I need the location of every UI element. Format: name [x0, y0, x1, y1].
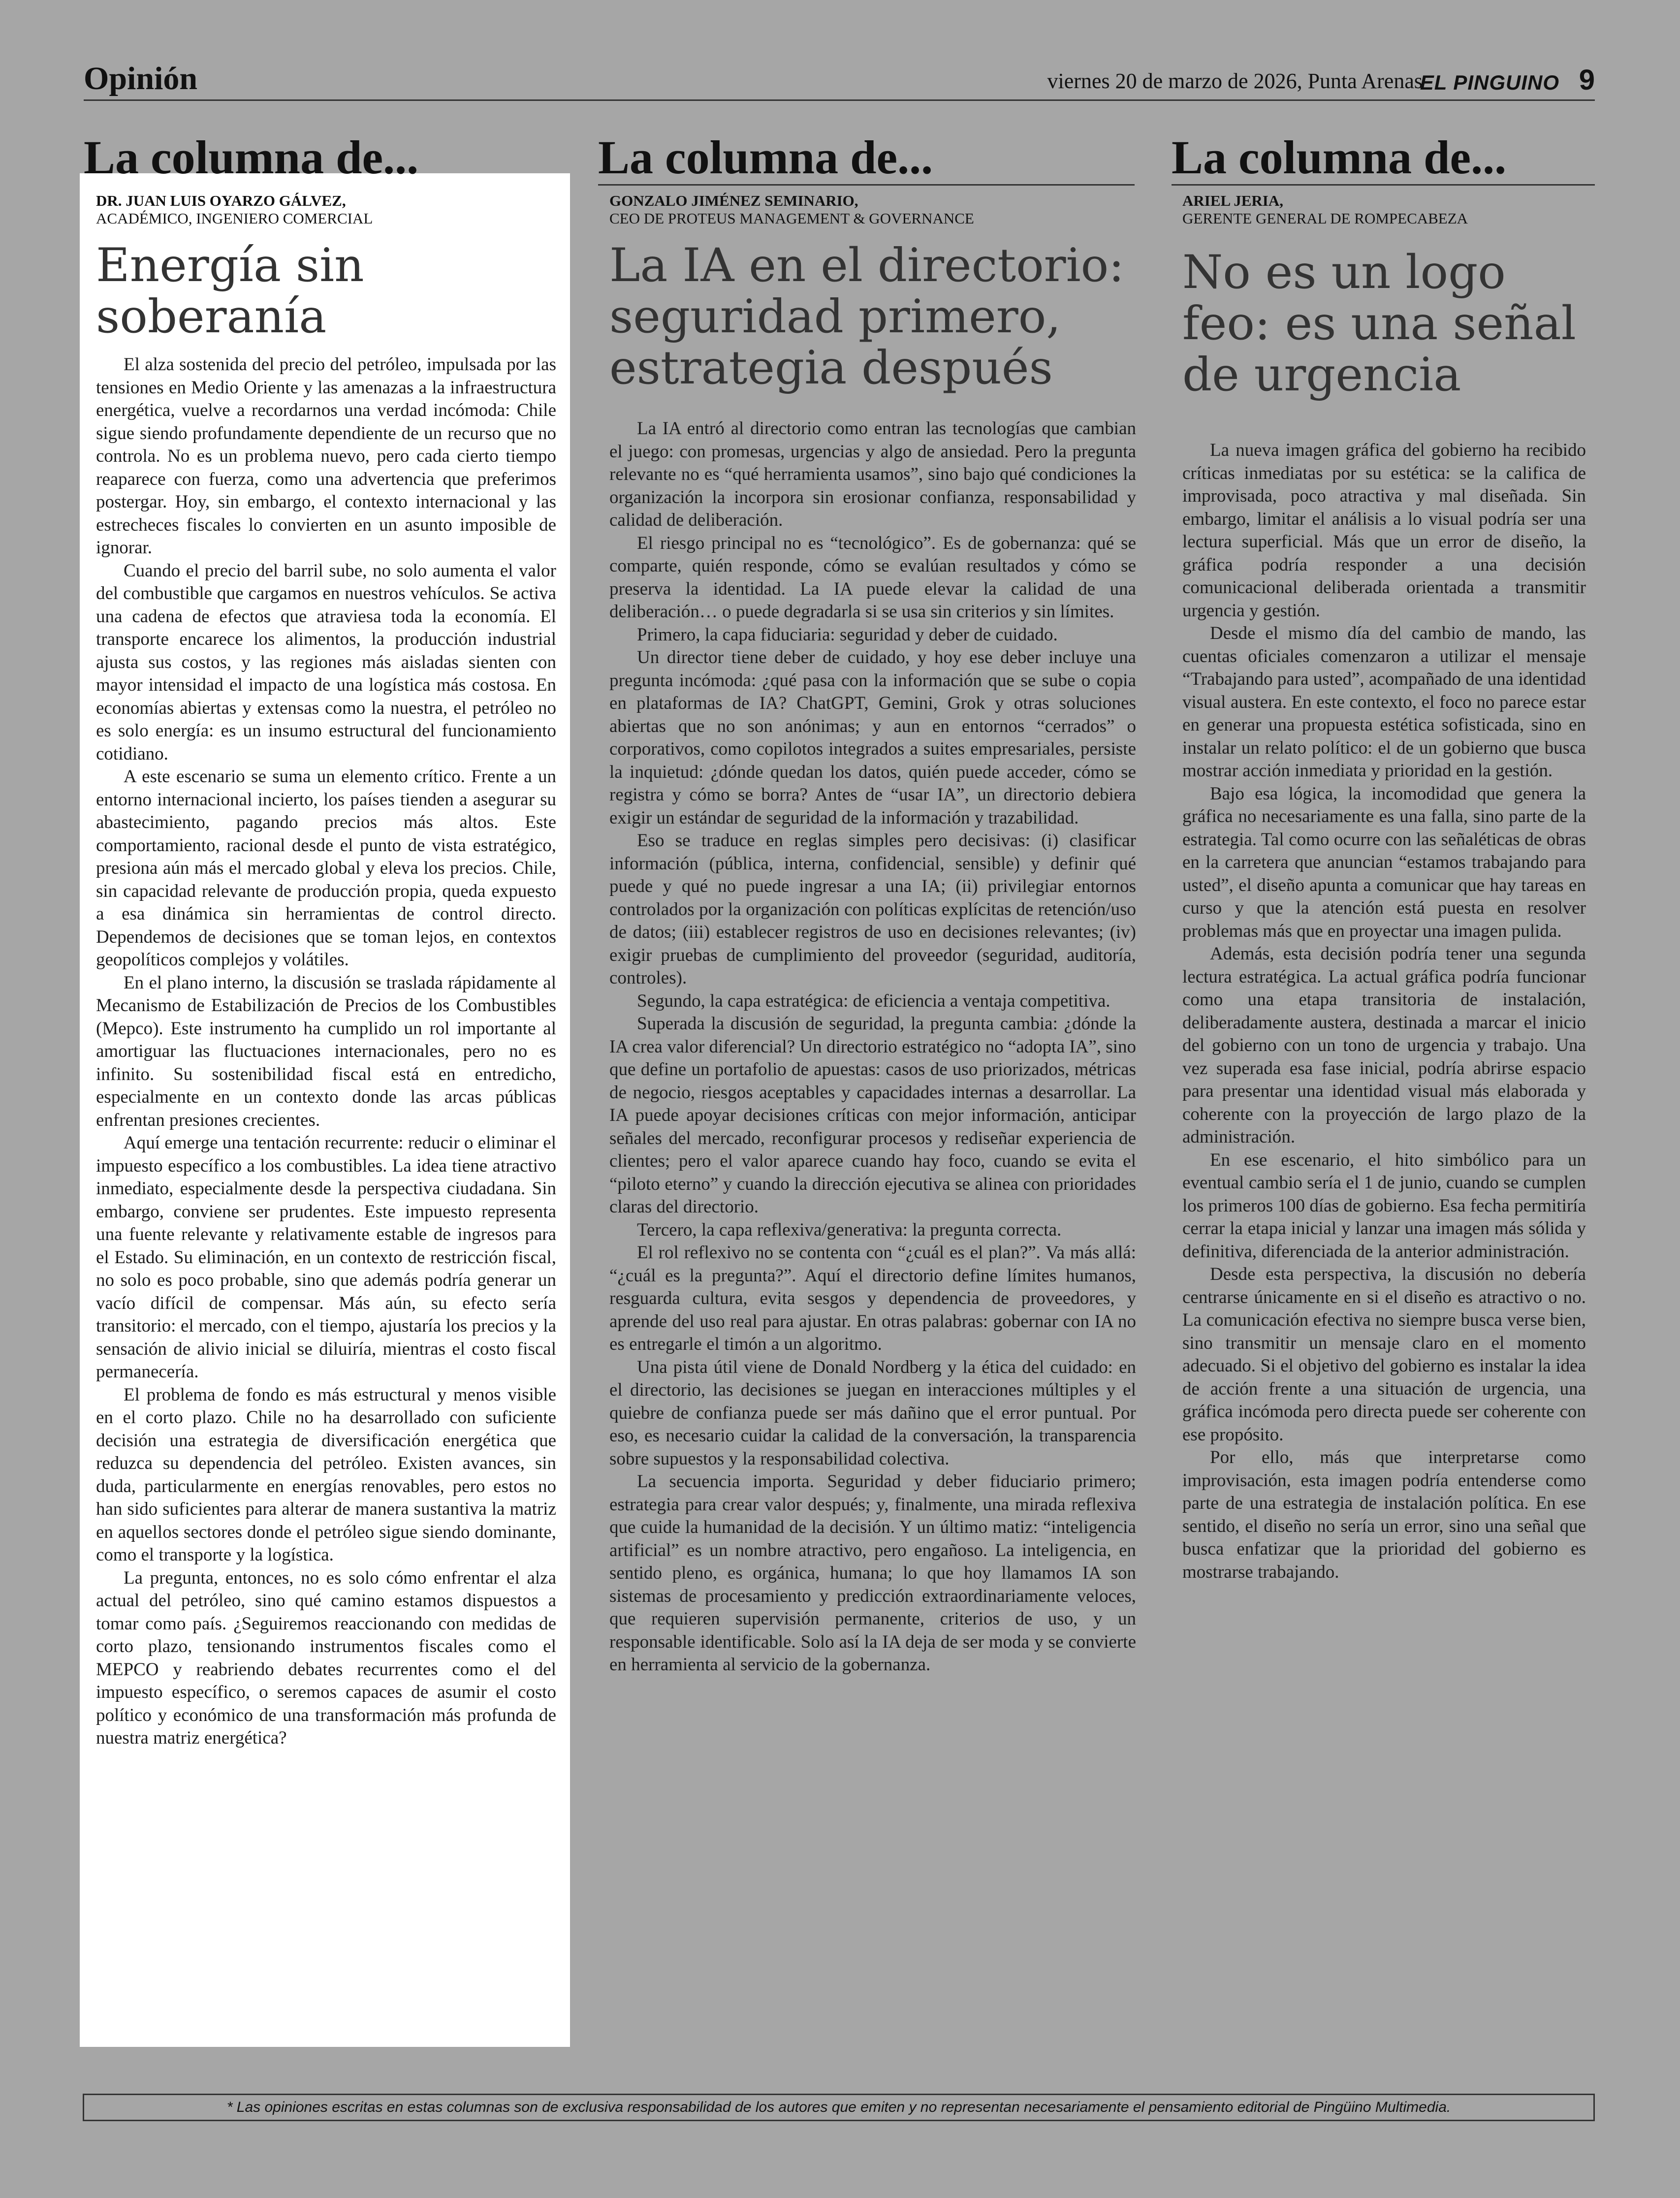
- dateline: viernes 20 de marzo de 2026, Punta Arenas: [1047, 69, 1423, 93]
- paragraph: El riesgo principal no es “tecnológico”. Es de gobernanza: qué se comparte, quién responde, cómo se evalúan resultados y cómo se preserva la identidad. La IA puede elevar la calidad de una deliberación… o puede degradarla si se usa sin criterios y sin límites.: [609, 533, 1136, 622]
- paragraph: Por ello, más que interpretarse como improvisación, esta imagen podría entenderse como parte de una estrategia de instalación política. En ese sentido, el diseño no sería un error, sino una señal que busca enfatizar que la prioridad del gobierno es mostrarse trabajando.: [1182, 1447, 1586, 1582]
- newspaper-logo: EL PINGUINO: [1420, 71, 1559, 94]
- column-3-body: [1182, 439, 1586, 1584]
- paragraph: Desde esta perspectiva, la discusión no debería centrarse únicamente en si el diseño es atractivo o no. La comunicación efectiva no siempre busca verse bien, sino transmitir un mensaje claro en el momento adecuado. Si el objetivo del gobierno es instalar la idea de acción frente a una situación de urgencia, una gráfica incómoda pero directa puede ser coherente con ese propósito.: [1182, 1264, 1586, 1445]
- paragraph: Un director tiene deber de cuidado, y hoy ese deber incluye una pregunta incómoda: ¿qué pasa con la información que se sube o copia en plataformas de IA? ChatGPT, Gemini, Grok y otras soluciones abiertas que no son anónimas; y aun en entornos “cerrados” o corporativos, como copilotos integrados a suites empresariales, persiste la inquietud: ¿dónde quedan los datos, quién puede acceder, cómo se registra y cómo se borra? Antes de “usar IA”, un directorio debiera exigir un estándar de seguridad de la información y trazabilidad.: [609, 647, 1136, 828]
- paragraph: Superada la discusión de seguridad, la pregunta cambia: ¿dónde la IA crea valor diferencial? Un directorio estratégico no “adopta IA”, sino que define un portafolio de apuestas: casos de uso priorizados, métricas de negocio, riesgos aceptables y capacidades internas a desarrollar. La IA puede apoyar decisiones críticas con mejor información, anticipar señales del mercado, reconfigurar procesos y rediseñar experiencia de clientes; pero el valor aparece cuando hay foco, cuando se evita el “piloto eterno” y cuando la dirección ejecutiva se alinea con prioridades claras del directorio.: [609, 1014, 1136, 1217]
- column-2-headline: La IA en el directorio: seguridad primero, estrategia después: [609, 239, 1124, 395]
- paragraph: La nueva imagen gráfica del gobierno ha recibido críticas inmediatas por su estética: se la califica de improvisada, poco atractiva y mal diseñada. Sin embargo, limitar el análisis a lo visual podría ser una lectura superficial. Más que un error de diseño, la gráfica podría responder a una decisión comunicacional deliberada orientada a transmitir urgencia y gestión.: [1182, 440, 1586, 621]
- paragraph: La IA entró al directorio como entran las tecnologías que cambian el juego: con promesas, urgencias y algo de ansiedad. Pero la pregunta relevante no es “qué herramienta usamos”, sino bajo qué condiciones la organización la incorpora sin erosionar confianza, responsabilidad y calidad de deliberación.: [609, 418, 1136, 530]
- section-label: Opinión: [84, 61, 198, 96]
- paragraph: A este escenario se suma un elemento crítico. Frente a un entorno internacional incierto, los países tienden a asegurar su abastecimiento, pagando precios más altos. Este comportamiento, racional desde el punto de vista estratégico, presiona aún más el mercado global y eleva los precios. Chile, sin capacidad relevante de producción propia, queda expuesto a esa dinámica sin herramientas de control directo. Dependemos de decisiones que se toman lejos, en contextos geopolíticos complejos y volátiles.: [96, 766, 556, 970]
- paragraph: En ese escenario, el hito simbólico para un eventual cambio sería el 1 de junio, cuando se cumplen los primeros 100 días de gobierno. Esa fecha permitiría cerrar la etapa inicial y lanzar una imagen más sólida y definitiva, diferenciada de la anterior administración.: [1182, 1149, 1586, 1262]
- column-3-headline: No es un logo feo: es una señal de urgencia: [1182, 246, 1576, 402]
- paragraph: La pregunta, entonces, no es solo cómo enfrentar el alza actual del petróleo, sino qué camino estamos dispuestos a tomar como país. ¿Seguiremos reaccionando con medidas de corto plazo, tensionando instrumentos fiscales como el MEPCO y reabriendo debates recurrentes como el del impuesto específico, o seremos capaces de asumir el costo político y económico de una transformación más profunda de nuestra matriz energética?: [96, 1567, 556, 1748]
- column-1-author: [96, 192, 373, 227]
- author-role: ACADÉMICO, INGENIERO COMERCIAL: [96, 210, 373, 227]
- paragraph: Aquí emerge una tentación recurrente: reducir o eliminar el impuesto específico a los combustibles. La idea tiene atractivo inmediato, especialmente desde la perspectiva ciudadana. Sin embargo, conviene ser prudentes. Este impuesto representa una fuente relevante y relativamente estable de ingresos para el Estado. Su eliminación, en un contexto de restricción fiscal, no solo es poco probable, sino que además podría generar un vacío difícil de compensar. Más aún, su efecto sería transitorio: el mercado, con el tiempo, ajustaría los precios y la sensación de alivio inicial se diluiría, mientras el costo fiscal permanecería.: [96, 1133, 556, 1382]
- paragraph: En el plano interno, la discusión se traslada rápidamente al Mecanismo de Estabilización de Precios de los Combustibles (Mepco). Este instrumento ha cumplido un rol importante al amortiguar las fluctuaciones internacionales, pero no es infinito. Su sostenibilidad fiscal está en entredicho, especialmente en un contexto donde las arcas públicas enfrentan presiones crecientes.: [96, 972, 556, 1130]
- disclaimer-box: [83, 2094, 1595, 2121]
- page-header: [84, 60, 1595, 101]
- column-3-author: [1182, 192, 1468, 227]
- paragraph: Cuando el precio del barril sube, no solo aumenta el valor del combustible que cargamos en nuestros vehículos. Se activa una cadena de efectos que atraviesa toda la economía. El transporte encarece los alimentos, la producción industrial ajusta sus costos, y las regiones más aisladas sienten con mayor intensidad el impacto de una logística más costosa. En economías abiertas y extensas como la nuestra, el petróleo no es solo energía: es un insumo estructural del funcionamiento cotidiano.: [96, 560, 556, 764]
- column-2-author: [609, 192, 974, 227]
- paragraph: Además, esta decisión podría tener una segunda lectura estratégica. La actual gráfica podría funcionar como una etapa transitoria de instalación, deliberadamente austera, destinada a marcar el inicio del gobierno con un tono de urgencia y trabajo. Una vez superada esa fase inicial, podría abrirse espacio para presentar una identidad visual más elaborada y coherente con la proyección de largo plazo de la administración.: [1182, 944, 1586, 1147]
- column-1-body: [96, 353, 556, 1750]
- paragraph: Tercero, la capa reflexiva/generativa: la pregunta correcta.: [637, 1219, 1062, 1240]
- paragraph: Segundo, la capa estratégica: de eficiencia a ventaja competitiva.: [637, 990, 1110, 1011]
- paragraph: El alza sostenida del precio del petróleo, impulsada por las tensiones en Medio Oriente y las amenazas a la infraestructura energética, vuelve a recordarnos una verdad incómoda: Chile sigue siendo profundamente dependiente de un recurso que no controla. No es un problema nuevo, pero cada cierto tiempo reaparece con fuerza, como una advertencia que preferimos postergar. Hoy, sin embargo, el contexto internacional y las estrecheces fiscales lo convierten en un asunto imposible de ignorar.: [96, 354, 556, 558]
- paragraph: Eso se traduce en reglas simples pero decisivas: (i) clasificar información (pública, interna, confidencial, sensible) y definir qué puede y qué no puede ingresar a una IA; (ii) privilegiar entornos controlados por la organización con políticas explícitas de retención/uso de datos; (iii) establecer registros de uso en decisiones relevantes; (iv) exigir pruebas de cumplimiento del proveedor (seguridad, auditoría, controles).: [609, 830, 1136, 988]
- column-2-rule: [598, 184, 1135, 186]
- column-1-header: La columna de...: [84, 131, 419, 184]
- column-3-rule: [1172, 184, 1595, 186]
- page-number: 9: [1579, 64, 1595, 96]
- paragraph: El problema de fondo es más estructural y menos visible en el corto plazo. Chile no ha desarrollado con suficiente decisión una estrategia de diversificación energética que reduzca su dependencia del petróleo. Existen avances, sin duda, particularmente en energías renovables, pero estos no han sido suficientes para alterar de manera sustantiva la matriz en aquellos sectores donde el petróleo sigue siendo dominante, como el transporte y la logística.: [96, 1384, 556, 1565]
- column-1-headline: Energía sin soberanía: [96, 239, 364, 344]
- column-2-body: [609, 417, 1136, 1677]
- author-role: GERENTE GENERAL DE ROMPECABEZA: [1182, 210, 1468, 227]
- paragraph: La secuencia importa. Seguridad y deber fiduciario primero; estrategia para crear valor después; y, finalmente, una mirada reflexiva que cuide la humanidad de la decisión. Y un último matiz: “inteligencia artificial” es un nombre atractivo, pero engañoso. La inteligencia, en sentido pleno, es orgánica, humana; lo que hoy llamamos IA son sistemas de procesamiento y predicción extraordinariamente veloces, que requieren supervisión permanente, criterios de uso, y un responsable identificable. Solo así la IA deja de ser moda y se convierte en herramienta al servicio de la gobernanza.: [609, 1471, 1136, 1675]
- author-role: CEO DE PROTEUS MANAGEMENT & GOVERNANCE: [609, 210, 974, 227]
- author-name: GONZALO JIMÉNEZ SEMINARIO,: [609, 192, 858, 209]
- author-name: ARIEL JERIA,: [1182, 192, 1283, 209]
- paragraph: Desde el mismo día del cambio de mando, las cuentas oficiales comenzaron a utilizar el mensaje “Trabajando para usted”, acompañado de una identidad visual austera. En este contexto, el foco no parece estar en generar una propuesta estética sofisticada, sino en instalar un relato político: el de un gobierno que busca mostrar acción inmediata y prioridad en la gestión.: [1182, 623, 1586, 781]
- paragraph: Bajo esa lógica, la incomodidad que genera la gráfica no necesariamente es una falla, sino parte de la estrategia. Tal como ocurre con las señaléticas de obras en la carretera que anuncian “estamos trabajando para usted”, el diseño apunta a comunicar que hay tareas en curso y que la atención está puesta en resolver problemas más que en proyectar una imagen pulida.: [1182, 783, 1586, 941]
- disclaimer-text: * Las opiniones escritas en estas columnas son de exclusiva responsabilidad de los autores que emiten y no representan necesariamente el pensamiento editorial de Pingüino Multimedia.: [226, 2099, 1451, 2115]
- paragraph: Una pista útil viene de Donald Nordberg y la ética del cuidado: en el directorio, las decisiones se juegan en interacciones múltiples y el quiebre de confianza puede ser más dañino que el error puntual. Por eso, es necesario cuidar la calidad de la conversación, la transparencia sobre supuestos y la responsabilidad colectiva.: [609, 1357, 1136, 1469]
- column-3-header: La columna de...: [1172, 131, 1507, 184]
- paragraph: Primero, la capa fiduciaria: seguridad y deber de cuidado.: [637, 624, 1058, 645]
- paragraph: El rol reflexivo no se contenta con “¿cuál es el plan?”. Va más allá: “¿cuál es la pregunta?”. Aquí el directorio define límites humanos, resguarda cultura, evita sesgos y dependencia de proveedores, y aprende del uso real para ajustar. En otras palabras: gobernar con IA no es entregarle el timón a un algoritmo.: [609, 1242, 1136, 1354]
- column-2-header: La columna de...: [598, 131, 933, 184]
- author-name: DR. JUAN LUIS OYARZO GÁLVEZ,: [96, 192, 346, 209]
